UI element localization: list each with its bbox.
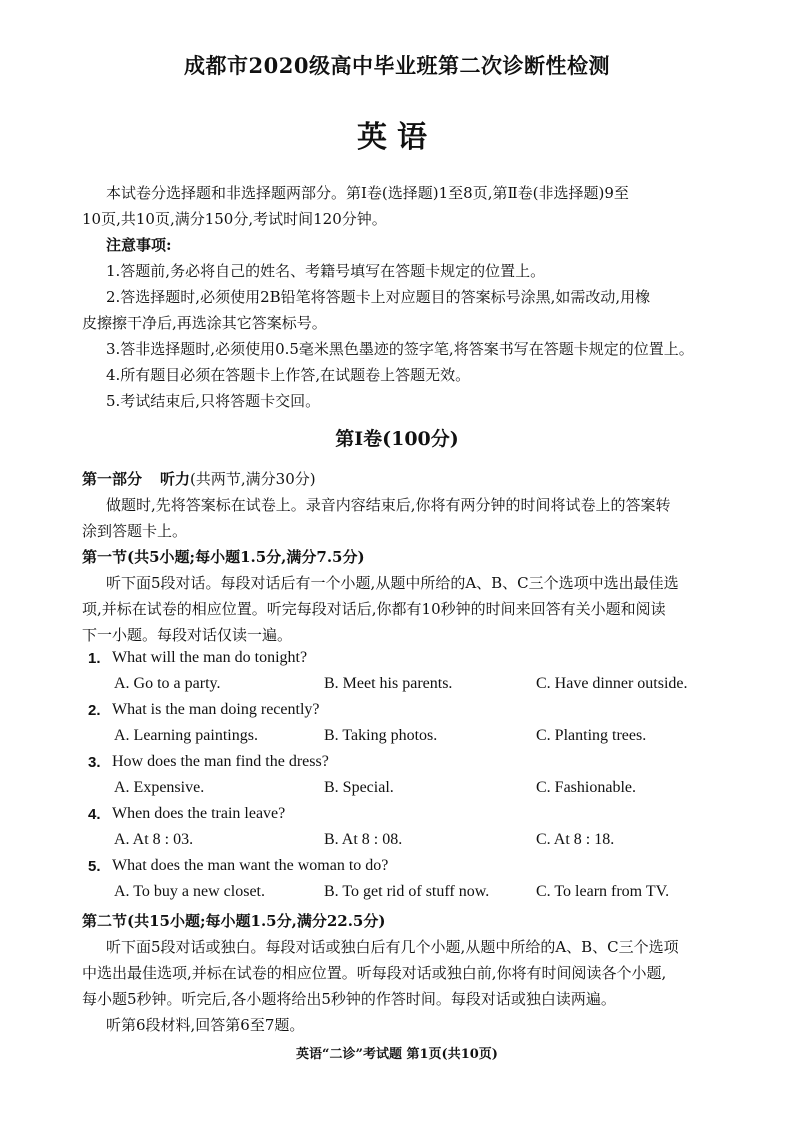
option-c: C. At 8 : 18.	[536, 831, 615, 848]
note-item-4: 4.所有题目必须在答题卡上作答,在试题卷上答题无效。	[106, 366, 471, 384]
option-a: A. Learning paintings.	[114, 727, 258, 744]
part1-score: (共两节,满分30分)	[190, 470, 316, 488]
part1-heading	[82, 466, 316, 492]
question-text: What does the man want the woman to do?	[112, 857, 389, 874]
option-b: B. To get rid of stuff now.	[324, 883, 490, 900]
part1-instructions-2: 涂到答题卡上。	[82, 522, 188, 540]
question-number: 5.	[88, 858, 101, 875]
page-footer: 英语“二诊”考试题 第1页(共10页)	[296, 1047, 498, 1062]
question-text: What will the man do tonight?	[112, 649, 308, 666]
note-item-5: 5.考试结束后,只将答题卡交回。	[106, 392, 321, 410]
question-number: 1.	[88, 650, 101, 667]
option-b: B. Meet his parents.	[324, 675, 453, 692]
section1-heading: 第一节(共5小题;每小题1.5分,满分7.5分)	[82, 548, 365, 566]
question-text: What is the man doing recently?	[112, 701, 320, 718]
section1-instructions-1: 听下面5段对话。每段对话后有一个小题,从题中所给的A、B、C三个选项中选出最佳选	[106, 574, 679, 592]
option-c: C. Have dinner outside.	[536, 675, 688, 692]
part1-label: 第一部分	[82, 470, 143, 488]
exam-title: 成都市2020级高中毕业班第二次诊断性检测	[184, 53, 610, 78]
part1-instructions-1: 做题时,先将答案标在试卷上。录音内容结束后,你将有两分钟的时间将试卷上的答案转	[106, 496, 671, 514]
option-c: C. Planting trees.	[536, 727, 647, 744]
note-item-2: 2.答选择题时,必须使用2B铅笔将答题卡上对应题目的答案标号涂黑,如需改动,用橡	[106, 288, 651, 306]
option-b: B. Special.	[324, 779, 394, 796]
volume-heading: 第Ⅰ卷(100分)	[335, 428, 459, 450]
part1-title: 听力	[160, 470, 191, 488]
notes-heading: 注意事项:	[106, 236, 172, 254]
question-number: 2.	[88, 702, 101, 719]
section2-instructions-1: 听下面5段对话或独白。每段对话或独白后有几个小题,从题中所给的A、B、C三个选项	[106, 938, 679, 956]
section2-heading: 第二节(共15小题;每小题1.5分,满分22.5分)	[82, 912, 386, 930]
intro-line-1: 本试卷分选择题和非选择题两部分。第Ⅰ卷(选择题)1至8页,第Ⅱ卷(非选择题)9至	[106, 184, 629, 202]
question-text: How does the man find the dress?	[112, 753, 329, 770]
note-item-2-cont: 皮擦擦干净后,再选涂其它答案标号。	[82, 314, 327, 332]
note-item-3: 3.答非选择题时,必须使用0.5毫米黑色墨迹的签字笔,将答案书写在答题卡规定的位置上。	[106, 340, 694, 358]
option-a: A. To buy a new closet.	[114, 883, 265, 900]
question-number: 4.	[88, 806, 101, 823]
subject-title: 英语	[357, 120, 437, 155]
option-c: C. To learn from TV.	[536, 883, 670, 900]
section1-instructions-3: 下一小题。每段对话仅读一遍。	[82, 626, 293, 644]
option-a: A. Expensive.	[114, 779, 205, 796]
question-text: When does the train leave?	[112, 805, 286, 822]
material-note: 听第6段材料,回答第6至7题。	[106, 1016, 305, 1034]
option-c: C. Fashionable.	[536, 779, 636, 796]
note-item-1: 1.答题前,务必将自己的姓名、考籍号填写在答题卡规定的位置上。	[106, 262, 546, 280]
option-b: B. Taking photos.	[324, 727, 438, 744]
section2-instructions-3: 每小题5秒钟。听完后,各小题将给出5秒钟的作答时间。每段对话或独白读两遍。	[82, 990, 616, 1008]
section2-instructions-2: 中选出最佳选项,并标在试卷的相应位置。听每段对话或独白前,你将有时间阅读各个小题,	[82, 964, 667, 982]
question-number: 3.	[88, 754, 101, 771]
option-a: A. At 8 : 03.	[114, 831, 194, 848]
option-b: B. At 8 : 08.	[324, 831, 403, 848]
section1-instructions-2: 项,并标在试卷的相应位置。听完每段对话后,你都有10秒钟的时间来回答有关小题和阅读	[82, 600, 666, 618]
option-a: A. Go to a party.	[114, 675, 221, 692]
intro-line-2: 10页,共10页,满分150分,考试时间120分钟。	[82, 210, 387, 228]
